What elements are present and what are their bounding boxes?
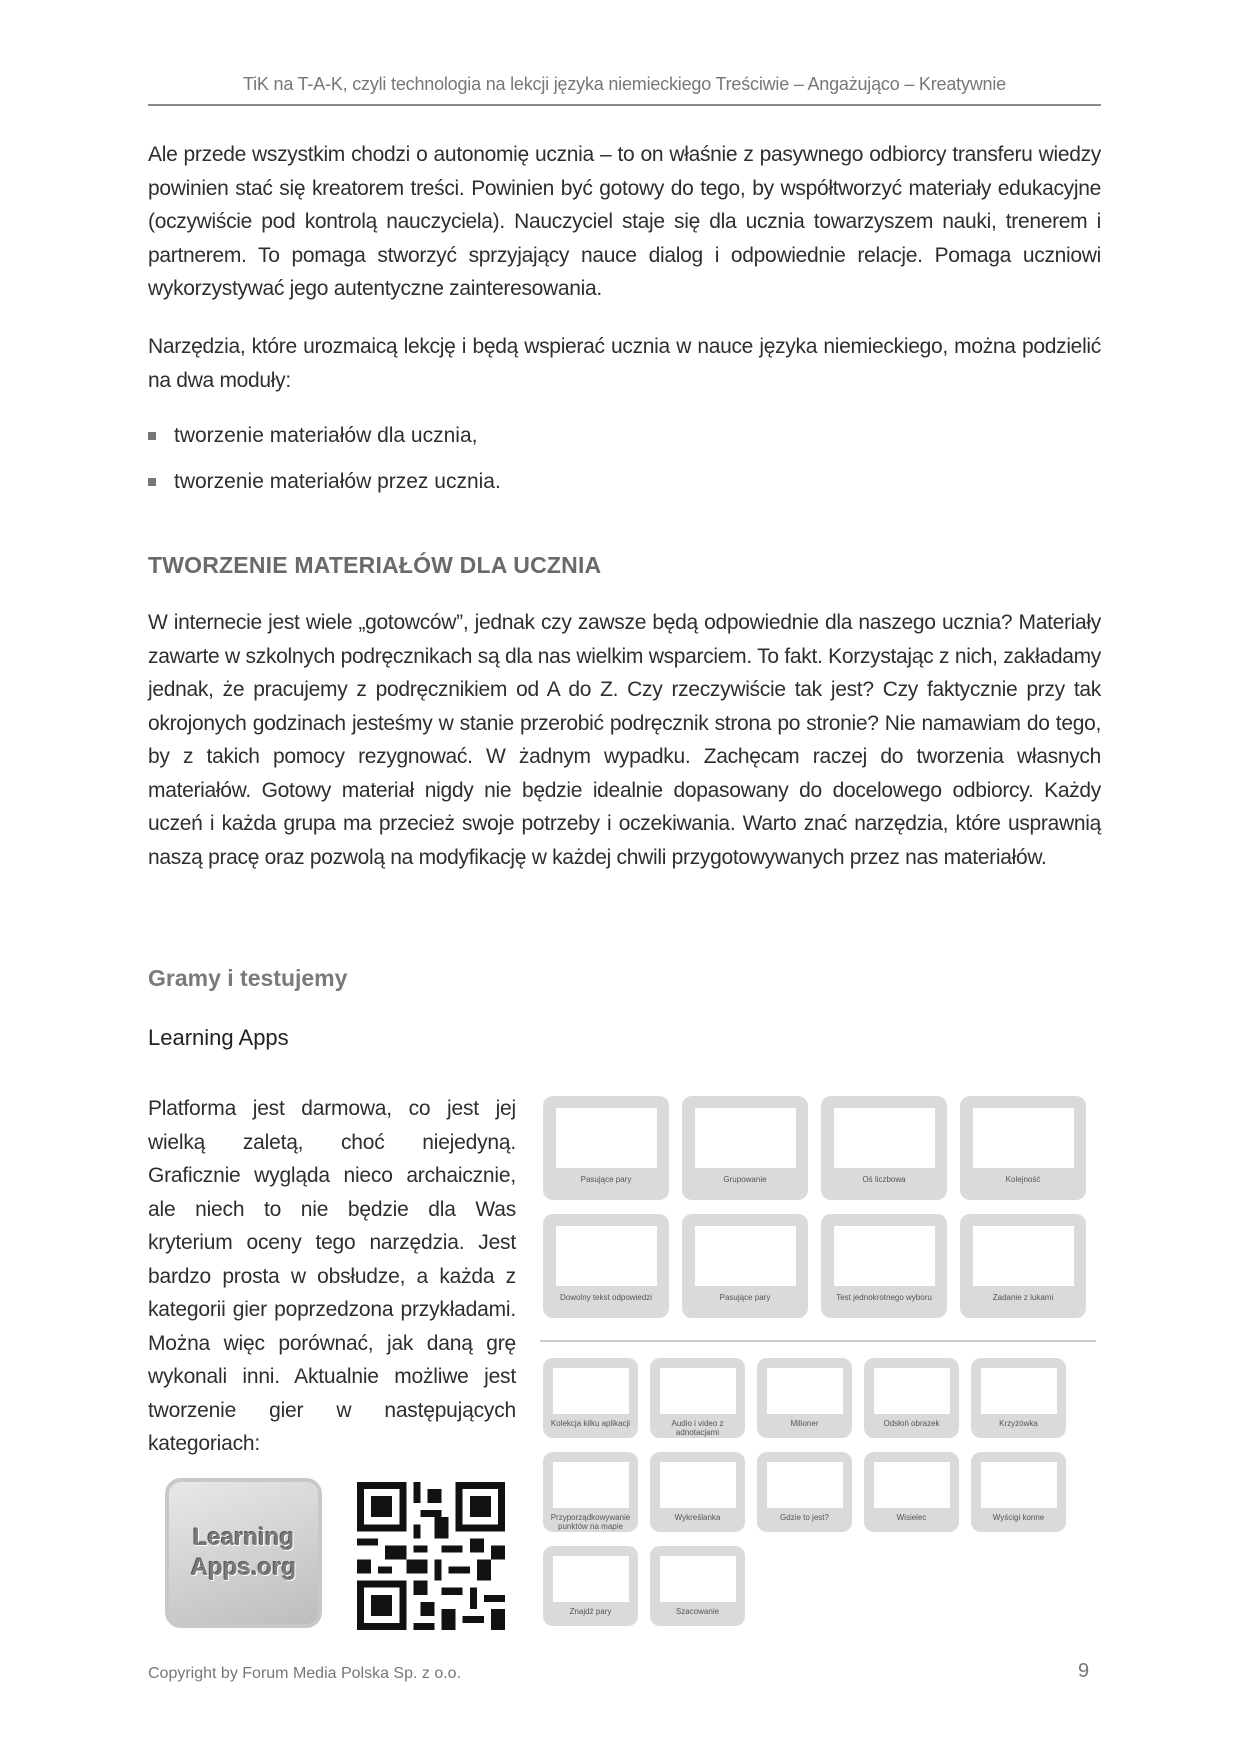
tile-thumbnail [553, 1556, 629, 1602]
app-category-tile [821, 1214, 947, 1318]
app-category-tile [864, 1358, 959, 1438]
tile-label: Pasujące pary [580, 1175, 632, 1184]
app-category-tile [757, 1452, 852, 1532]
section-heading: TWORZENIE MATERIAŁÓW DLA UCZNIA [148, 552, 602, 578]
running-header: TiK na T-A-K, czyli technologia na lekcji języka niemieckiego Treściwie – Angażująco – Kreatywnie [243, 74, 1006, 94]
learningapps-logo [165, 1478, 322, 1628]
tile-thumbnail [695, 1226, 796, 1286]
app-category-tile [864, 1452, 959, 1532]
tile-label: Przyporządkowywanie punktów na mapie [550, 1513, 631, 1531]
tile-label: Znajdź pary [569, 1607, 612, 1616]
app-category-tile [757, 1358, 852, 1438]
app-category-tile [543, 1096, 669, 1200]
app-category-tile [650, 1546, 745, 1626]
tile-label: Wyścigi konne [992, 1513, 1045, 1522]
app-category-tile [960, 1214, 1086, 1318]
tile-label: Odsłoń obrazek [883, 1419, 940, 1428]
tile-thumbnail [660, 1368, 736, 1414]
tile-thumbnail [660, 1556, 736, 1602]
tile-thumbnail [767, 1462, 843, 1508]
app-category-tile [543, 1546, 638, 1626]
tile-thumbnail [973, 1226, 1074, 1286]
subsection-heading: Gramy i testujemy [148, 965, 348, 991]
tile-label: Oś liczbowa [862, 1175, 906, 1184]
copyright: Copyright by Forum Media Polska Sp. z o.o. [148, 1665, 462, 1682]
app-category-tile [971, 1452, 1066, 1532]
tile-thumbnail [973, 1108, 1074, 1168]
tile-thumbnail [834, 1108, 935, 1168]
app-category-tile [543, 1358, 638, 1438]
list-item [148, 413, 1048, 459]
tile-thumbnail [767, 1368, 843, 1414]
tile-thumbnail [660, 1462, 736, 1508]
tile-label: Test jednokrotnego wyboru [836, 1293, 932, 1302]
tile-label: Pasujące pary [719, 1293, 771, 1302]
bullet-icon [148, 432, 156, 440]
app-category-tile [960, 1096, 1086, 1200]
tile-thumbnail [553, 1462, 629, 1508]
app-category-tile [543, 1214, 669, 1318]
module-list [148, 413, 1048, 505]
app-category-tile [682, 1096, 808, 1200]
tile-thumbnail [874, 1368, 950, 1414]
tile-thumbnail [981, 1368, 1057, 1414]
tool-heading: Learning Apps [148, 1025, 289, 1050]
tile-thumbnail [553, 1368, 629, 1414]
paragraph-autonomy: Ale przede wszystkim chodzi o autonomię ucznia – to on właśnie z pasywnego odbiorcy transferu wiedzy powinien stać się kreatorem treści. Powinien być gotowy do tego, by współtworzyć materiały edukacyjne (oczywiście pod kontrolą nauczyciela). Nauczyciel staje się dla ucznia towarzyszem nauki, trenerem i partnerem. To pomaga stworzyć sprzyjający nauce dialog i odpowiednie relacje. Pomaga uczniowi wykorzystywać jego autentyczne zainteresowania. [148, 143, 1101, 300]
logo-text-line1: Learning [192, 1524, 295, 1551]
tile-label: Szacowanie [675, 1607, 720, 1616]
header-divider [148, 104, 1101, 106]
tile-thumbnail [695, 1108, 796, 1168]
tile-label: Zadanie z lukami [992, 1293, 1054, 1302]
tile-label: Grupowanie [723, 1175, 767, 1184]
paragraph-learning-apps: Platforma jest darmowa, co jest jej wielką zaletą, choć niejedyną. Graficznie wygląda nieco archaicznie, ale niech to nie będzie dla Was kryterium oceny tego narzędzia. Jest bardzo prosta w obsłudze, a każda z kategorii gier poprzedzona przykładami. Można więc porównać, jak daną grę wykonali inni. Aktualnie możliwe jest tworzenie gier w następujących kategoriach: [148, 1097, 516, 1455]
tile-label: Audio i video z adnotacjami [671, 1419, 724, 1437]
tile-label: Kolejność [1005, 1175, 1041, 1184]
tile-label: Wykreślanka [674, 1513, 721, 1522]
list-item-text: tworzenie materiałów dla ucznia, [174, 424, 478, 447]
paragraph-tools: Narzędzia, które urozmaicą lekcję i będą wspierać ucznia w nauce języka niemieckiego, można podzielić na dwa moduły: [148, 335, 1101, 392]
app-category-tile [821, 1096, 947, 1200]
tile-label: Kolekcja kilku aplikacji [550, 1419, 631, 1428]
app-category-tile [543, 1452, 638, 1532]
tile-thumbnail [981, 1462, 1057, 1508]
tile-label: Dowolny tekst odpowiedzi [559, 1293, 653, 1302]
tile-label: Krzyżówka [999, 1419, 1038, 1428]
list-item-text: tworzenie materiałów przez ucznia. [174, 470, 501, 493]
tile-label: Wisielec [896, 1513, 927, 1522]
grid-divider [540, 1340, 1096, 1342]
qr-code [357, 1482, 505, 1630]
app-category-tile [650, 1358, 745, 1438]
tile-label: Milioner [790, 1419, 819, 1428]
bullet-icon [148, 478, 156, 486]
list-item [148, 459, 1048, 505]
tile-thumbnail [874, 1462, 950, 1508]
tile-thumbnail [834, 1226, 935, 1286]
tile-label: Gdzie to jest? [780, 1513, 829, 1522]
paragraph-materials: W internecie jest wiele „gotowców”, jednak czy zawsze będą odpowiednie dla naszego ucznia? Materiały zawarte w szkolnych podręcznikach są dla nas wielkim wsparciem. To fakt. Korzystając z nich, zakładamy jednak, że pracujemy z podręcznikiem od A do Z. Czy rzeczywiście tak jest? Czy faktycznie przy tak okrojonych godzinach jesteśmy w stanie przerobić podręcznik strona po stronie? Nie namawiam do tego, by z takich pomocy rezygnować. W żadnym wypadku. Zachęcam raczej do tworzenia własnych materiałów. Gotowy materiał nigdy nie będzie idealnie dopasowany do docelowego odbiorcy. Każdy uczeń i każda grupa ma przecież swoje potrzeby i oczekiwania. Warto znać narzędzia, które usprawnią naszą pracę oraz pozwolą na modyfikację w każdej chwili przygotowywanych przez nas materiałów. [148, 611, 1101, 869]
tile-thumbnail [556, 1226, 657, 1286]
app-category-tile [650, 1452, 745, 1532]
app-category-tile [971, 1358, 1066, 1438]
page-number: 9 [1078, 1660, 1090, 1682]
app-category-tile [682, 1214, 808, 1318]
logo-text-line2: Apps.org [190, 1554, 297, 1581]
tile-thumbnail [556, 1108, 657, 1168]
